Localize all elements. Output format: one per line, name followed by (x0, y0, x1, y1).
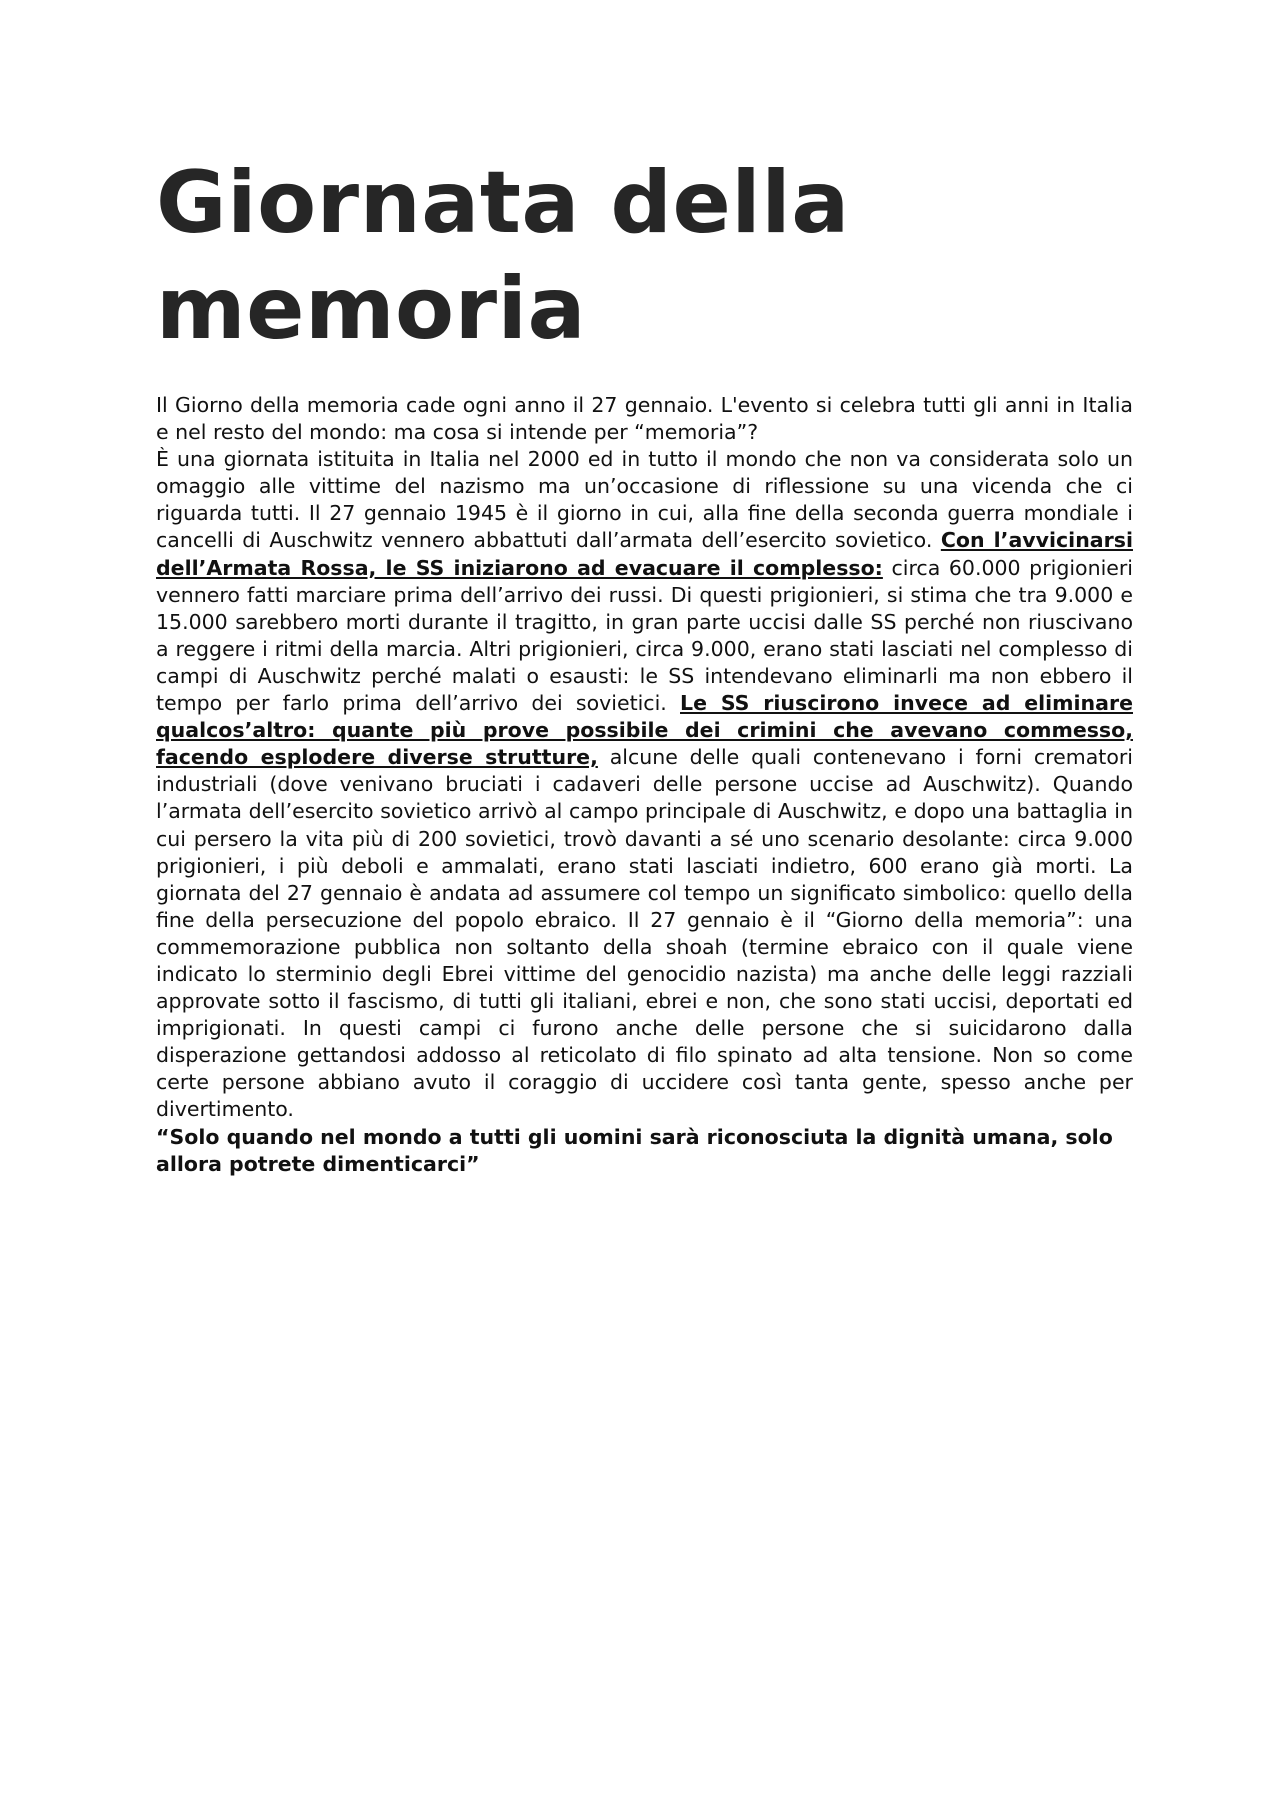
title-line-1: Giornata della (156, 153, 850, 253)
paragraph-main-text-3: alcune delle quali contenevano i forni crematori industriali (dove venivano bruciati i cadaveri delle persone uccise ad Auschwitz). Quando l’armata dell’esercito sovietico arrivò al campo principale di Auschwitz, e dopo una battaglia in cui persero la vita più di 200 sovietici, trovò davanti a sé uno scenario desolante: circa 9.000 prigionieri, i più deboli e ammalati, erano stati lasciati indietro, 600 erano già morti. La giornata del 27 gennaio è andata ad assumere col tempo un significato simbolico: quello della fine della persecuzione del popolo ebraico. Il 27 gennaio è il “Giorno della memoria”: una commemorazione pubblica non soltanto della shoah (termine ebraico con il quale viene indicato lo sterminio degli Ebrei vittime del genocidio nazista) ma anche delle leggi razziali approvate sotto il fascismo, di tutti gli italiani, ebrei e non, che sono stati uccisi, deportati ed imprigionati. In questi campi ci furono anche delle persone che si suicidarono dalla disperazione gettandosi addosso al reticolato di filo spinato ad alta tensione. Non so come certe persone abbiano avuto il coraggio di uccidere così tanta gente, spesso anche per divertimento. (156, 745, 1133, 1122)
paragraph-main-text-1: È una giornata istituita in Italia nel 2000 ed in tutto il mondo che non va considerata solo un omaggio alle vittime del nazismo ma un’occasione di riflessione su una vicenda che ci riguarda tutti. Il 27 gennaio 1945 è il giorno in cui, alla fine della seconda guerra mondiale i cancelli di Auschwitz vennero abbattuti dall’armata dell’esercito sovietico. (156, 447, 1133, 553)
document-content (156, 150, 1133, 1178)
paragraph-main-text-2: circa 60.000 prigionieri vennero fatti marciare prima dell’arrivo dei russi. Di questi prigionieri, si stima che tra 9.000 e 15.000 sarebbero morti durante il tragitto, in gran parte uccisi dalle SS perché non riuscivano a reggere i ritmi della marcia. Altri prigionieri, circa 9.000, erano stati lasciati nel complesso di campi di Auschwitz perché malati o esausti: le SS intendevano eliminarli ma non ebbero il tempo per farlo prima dell’arrivo dei sovietici. (156, 555, 1133, 716)
page-title (156, 150, 1133, 362)
emphasis-destruction: Le SS riuscirono invece ad eliminare qualcos’altro: quante più prove possibile dei crimini che avevano commesso, facendo esplodere diverse strutture, (156, 691, 1133, 770)
body-text (156, 392, 1133, 1178)
closing-quote: “Solo quando nel mondo a tutti gli uomini sarà riconosciuta la dignità umana, solo allora potrete dimenticarci” (156, 1124, 1113, 1176)
title-line-2: memoria (156, 259, 587, 359)
paragraph-main (156, 446, 1133, 1123)
emphasis-evacuation: Con l’avvicinarsi dell’Armata Rossa, le SS iniziarono ad evacuare il complesso: (156, 528, 1133, 580)
paragraph-intro: Il Giorno della memoria cade ogni anno il 27 gennaio. L'evento si celebra tutti gli anni in Italia e nel resto del mondo: ma cosa si intende per “memoria”? (156, 393, 1133, 445)
